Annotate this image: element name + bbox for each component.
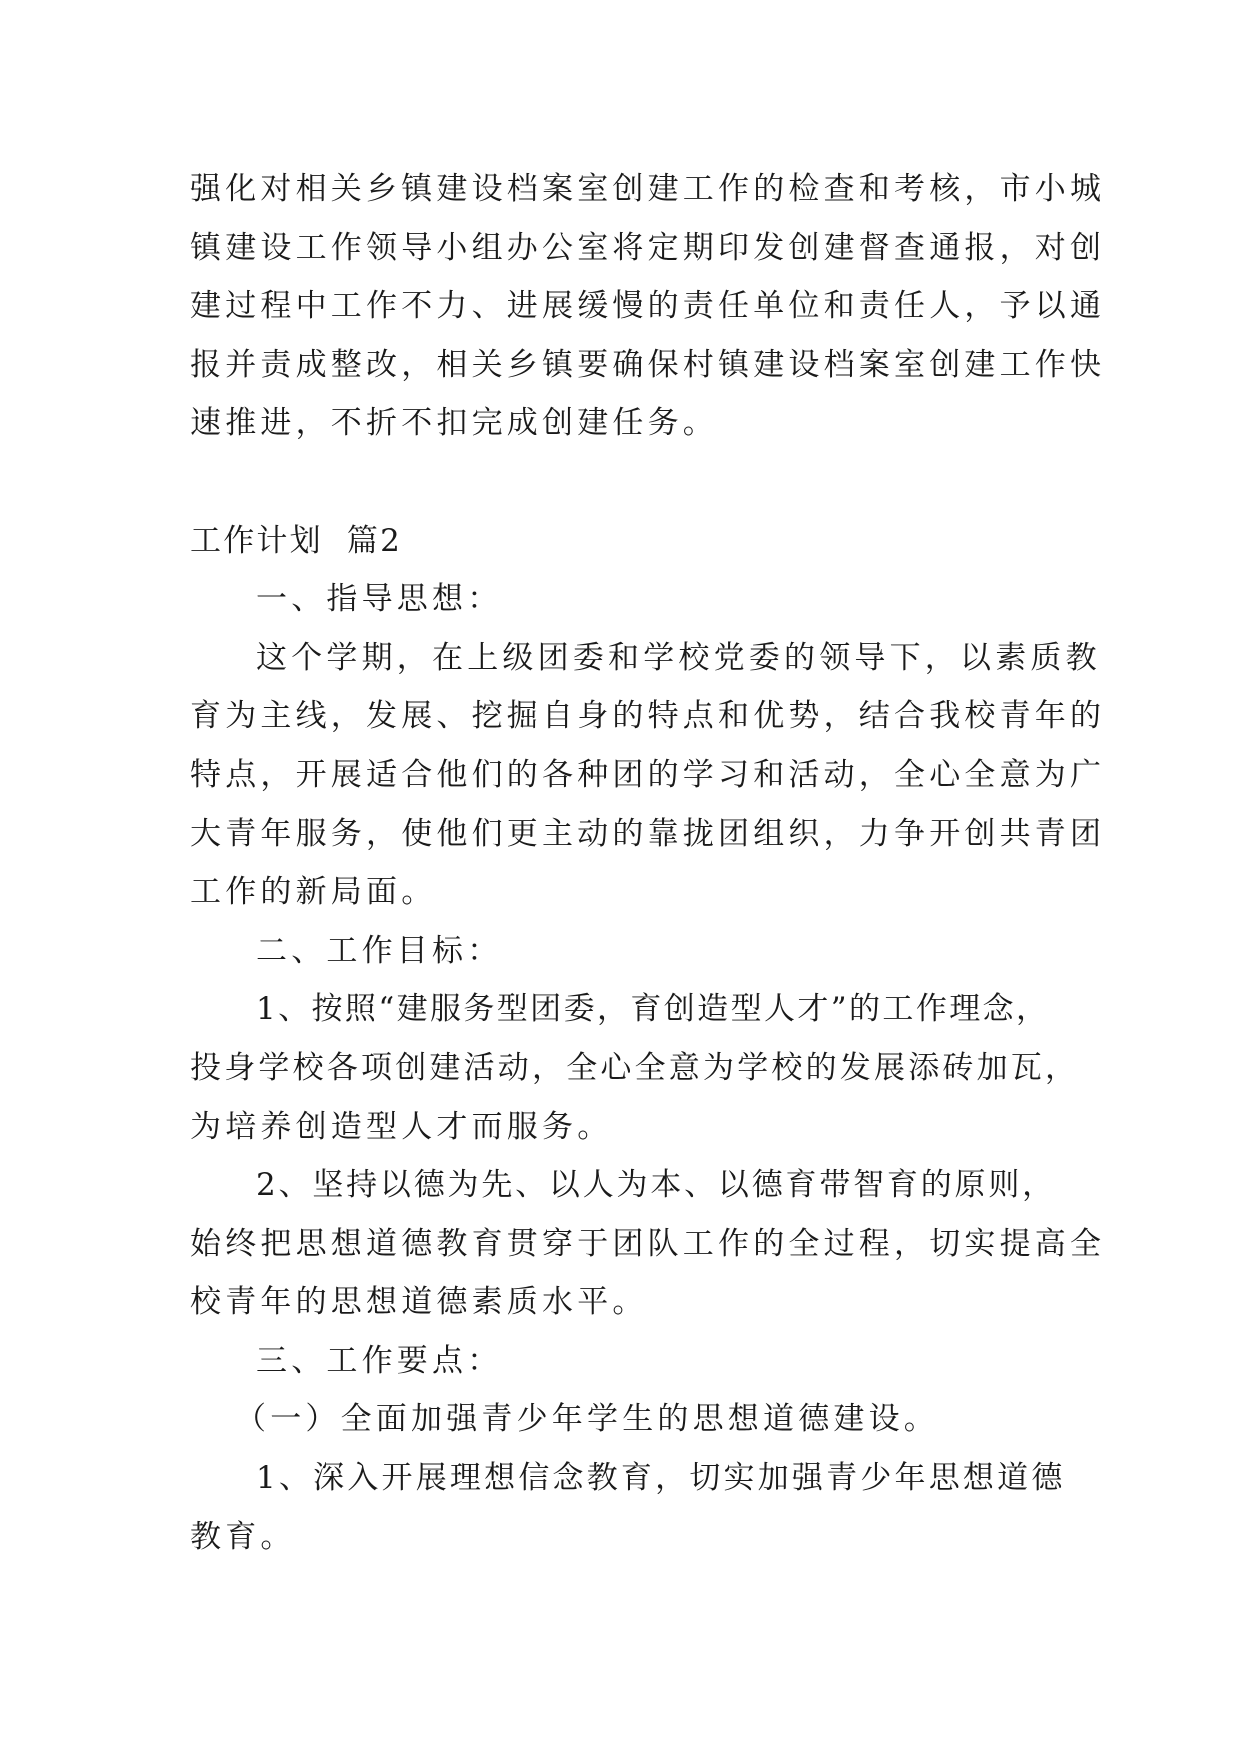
text-line: 校青年的思想道德素质水平。 bbox=[190, 1284, 648, 1321]
text-line: 报并责成整改，相关乡镇要确保村镇建设档案室创建工作快 bbox=[190, 346, 1106, 383]
text-line: 为培养创造型人才而服务。 bbox=[190, 1108, 613, 1145]
paragraph-key-point-1 bbox=[190, 1449, 1066, 1566]
text-line: 速推进，不折不扣完成创建任务。 bbox=[190, 405, 718, 442]
subheading-moral-construction: （一）全面加强青少年学生的思想道德建设。 bbox=[235, 1401, 939, 1438]
text-line: 始终把思想道德教育贯穿于团队工作的全过程，切实提高全 bbox=[190, 1225, 1106, 1262]
text-line: 特点，开展适合他们的各种团的学习和活动，全心全意为广 bbox=[190, 756, 1106, 793]
heading-guiding-ideology: 一、指导思想： bbox=[256, 581, 503, 618]
intro-paragraph bbox=[190, 160, 1106, 453]
paragraph-spacer bbox=[190, 453, 1050, 512]
text-line: 大青年服务，使他们更主动的靠拢团组织，力争开创共青团 bbox=[190, 815, 1106, 852]
heading-work-goals: 二、工作目标： bbox=[256, 932, 503, 969]
text-line: 工作的新局面。 bbox=[190, 874, 437, 911]
heading-work-key-points: 三、工作要点： bbox=[256, 1342, 503, 1379]
text-line: 教育。 bbox=[190, 1518, 296, 1555]
text-line: 1、按照“建服务型团委，育创造型人才”的工作理念， bbox=[256, 991, 1050, 1028]
paragraph-goal-2 bbox=[190, 1156, 1106, 1332]
text-line: 建过程中工作不力、进展缓慢的责任单位和责任人，予以通 bbox=[190, 288, 1106, 325]
text-line: 投身学校各项创建活动，全心全意为学校的发展添砖加瓦， bbox=[190, 1049, 1080, 1086]
paragraph-guiding-ideology bbox=[190, 629, 1106, 922]
section-title: 工作计划 篇2 bbox=[190, 522, 403, 559]
text-line: 育为主线，发展、挖掘自身的特点和优势，结合我校青年的 bbox=[190, 698, 1106, 735]
text-line: 这个学期，在上级团委和学校党委的领导下，以素质教 bbox=[256, 639, 1101, 676]
text-line: 2、坚持以德为先、以人为本、以德育带智育的原则， bbox=[256, 1167, 1056, 1204]
text-line: 镇建设工作领导小组办公室将定期印发创建督查通报，对创 bbox=[190, 229, 1106, 266]
paragraph-goal-1 bbox=[190, 980, 1080, 1156]
text-line: 强化对相关乡镇建设档案室创建工作的检查和考核，市小城 bbox=[190, 171, 1106, 207]
document-body bbox=[190, 160, 1106, 1566]
text-line: 1、深入开展理想信念教育，切实加强青少年思想道德 bbox=[256, 1460, 1066, 1497]
